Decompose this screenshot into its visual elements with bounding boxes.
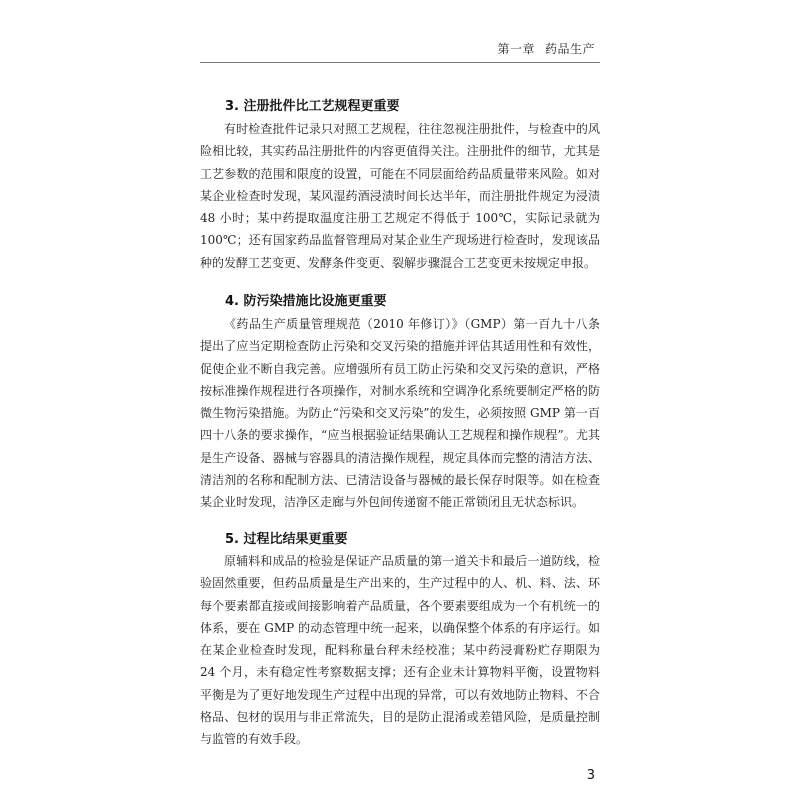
- section-3-paragraph: 有时检查批件记录只对照工艺规程，往往忽视注册批件，与检查中的风险相比较，其实药品注册批件的内容更值得关注。注册批件的细节，尤其是工艺参数的范围和限度的设置，可能在不同层面给药品质量带来风险。如对某企业检查时发现，某风湿药酒浸渍时间长达半年，而注册批件规定为浸渍 48 小时；某中药提取温度注册工艺规定不得低于 100℃，实际记录就为 100℃；还有国家药品监督管理局对某企业生产现场进行检查时，发现该品种的发酵工艺变更、发酵条件变更、裂解步骤混合工艺变更未按规定申报。: [200, 122, 600, 270]
- chapter-label: 第一章: [497, 42, 535, 56]
- section-5-paragraph: 原辅料和成品的检验是保证产品质量的第一道关卡和最后一道防线，检验固然重要，但药品质量是生产出来的，生产过程中的人、机、料、法、环每个要素都直接或间接影响着产品质量，各个要素要组成为一个有机统一的体系，要在 GMP 的动态管理中统一起来，以确保整个体系的有序运行。如在某企业检查时发现，配料称量台秤未经校准；某中药浸膏粉贮存期限为 24 个月，未有稳定性考察数据支撑；还有企业未计算物料平衡，设置物料平衡是为了更好地发现生产过程中出现的异常，可以有效地防止物料、不合格品、包材的误用与非正常流失，目的是防止混淆或差错风险，是质量控制与监管的有效手段。: [200, 554, 600, 747]
- chapter-title: 药品生产: [544, 42, 595, 56]
- running-header: [497, 40, 595, 57]
- section-heading-5: 5. 过程比结果更重要: [225, 532, 348, 547]
- page-number: 3: [586, 768, 595, 783]
- section-heading-4: 4. 防污染措施比设施更重要: [225, 294, 387, 309]
- header-rule: [200, 62, 600, 63]
- section-heading-3: 3. 注册批件比工艺规程更重要: [225, 99, 400, 114]
- section-4-paragraph: 《药品生产质量管理规范（2010 年修订）》（GMP）第一百九十八条提出了应当定期检查防止污染和交叉污染的措施并评估其适用性和有效性，促使企业不断自我完善。应增强所有员工防止污染和交叉污染的意识，严格按标准操作规程进行各项操作，对制水系统和空调净化系统要制定严格的防微生物污染措施。为防止“污染和交叉污染”的发生，必须按照 GMP 第一百四十八条的要求操作，“应当根据验证结果确认工艺规程和操作规程”。尤其是生产设备、器械与容器具的清洁操作规程，规定具体而完整的清洁方法、清洁剂的名称和配制方法、已清洁设备与器械的最长保存时限等。如在检查某企业时发现，洁净区走廊与外包间传递窗不能正常锁闭且无状态标识。: [200, 317, 600, 510]
